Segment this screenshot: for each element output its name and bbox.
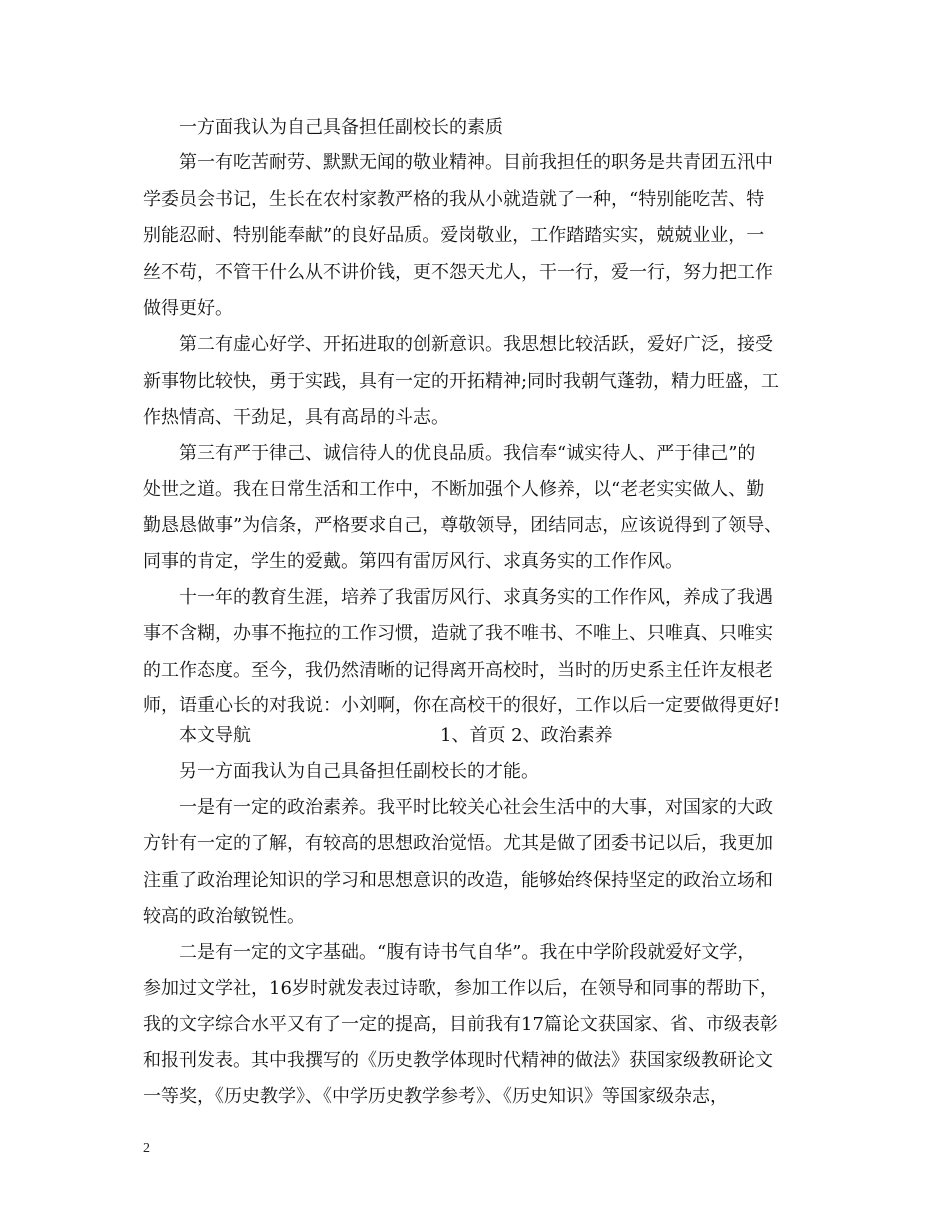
paragraph-line: 二是有一定的文字基础。“腹有诗书气自华”。我在中学阶段就爱好文学， [179, 942, 756, 963]
paragraph-line: 和报刊发表。其中我撰写的《历史教学体现时代精神的做法》获国家级教研论文 [143, 1050, 773, 1071]
paragraph-line: 勤恳恳做事”为信条，严格要求自己，尊敬领导，团结同志，应该说得到了领导、 [143, 515, 783, 536]
paragraph-line: 我的文字综合水平又有了一定的提高，目前我有17篇论文获国家、省、市级表彰 [143, 1014, 778, 1035]
paragraph-line: 第三有严于律己、诚信待人的优良品质。我信奉“诚实待人、严于律己”的 [179, 443, 756, 464]
paragraph-line: 的工作态度。至今，我仍然清晰的记得离开高校时，当时的历史系主任许友根老 [143, 660, 773, 681]
paragraph-line: 参加过文学社，16岁时就发表过诗歌，参加工作以后，在领导和同事的帮助下， [143, 978, 778, 999]
paragraph-line: 十一年的教育生涯，培养了我雷厉风行、求真务实的工作作风，养成了我遇 [179, 587, 773, 608]
paragraph-line: 第二有虚心好学、开拓进取的创新意识。我思想比较活跃，爱好广泛，接受 [179, 334, 773, 355]
paragraph-line: 同事的肯定，学生的爱戴。第四有雷厉风行、求真务实的工作作风。 [143, 551, 683, 572]
paragraph-line: 一是有一定的政治素养。我平时比较关心社会生活中的大事，对国家的大政 [179, 797, 773, 818]
paragraph-line: 事不含糊，办事不拖拉的工作习惯，造就了我不唯书、不唯上、只唯真、只唯实 [143, 623, 773, 644]
paragraph-line: 一等奖，《历史教学》、《中学历史教学参考》、《历史知识》等国家级杂志， [143, 1086, 728, 1107]
paragraph-line: 方针有一定的了解，有较高的思想政治觉悟。尤其是做了团委书记以后，我更加 [143, 833, 773, 854]
paragraph-line: 学委员会书记，生长在农村家教严格的我从小就造就了一种，“特别能吃苦、特 [143, 189, 765, 210]
page-number: 2 [143, 1141, 150, 1156]
article-nav-links[interactable]: 1、首页 2、政治素养 [440, 725, 613, 746]
paragraph-line: 处世之道。我在日常生活和工作中，不断加强个人修养，以“老老实实做人、勤 [143, 479, 765, 500]
paragraph-line: 别能忍耐、特别能奉献”的良好品质。爱岗敬业，工作踏踏实实，兢兢业业，一 [143, 225, 765, 246]
article-nav-label: 本文导航 [179, 725, 251, 746]
paragraph-line: 较高的政治敏锐性。 [143, 906, 305, 927]
paragraph-line: 丝不苟，不管干什么从不讲价钱，更不怨天尤人，干一行，爱一行，努力把工作 [143, 262, 773, 283]
paragraph-line: 第一有吃苦耐劳、默默无闻的敬业精神。目前我担任的职务是共青团五汛中 [179, 152, 773, 173]
paragraph-line: 一方面我认为自己具备担任副校长的素质 [179, 117, 503, 138]
paragraph-line: 做得更好。 [143, 298, 233, 319]
paragraph-line: 师，语重心长的对我说：小刘啊，你在高校干的很好，工作以后一定要做得更好! [143, 695, 781, 716]
paragraph-line: 新事物比较快，勇于实践，具有一定的开拓精神;同时我朝气蓬勃，精力旺盛，工 [143, 371, 780, 392]
paragraph-line: 作热情高、干劲足，具有高昂的斗志。 [143, 407, 449, 428]
paragraph-line: 另一方面我认为自己具备担任副校长的才能。 [179, 761, 539, 782]
paragraph-line: 注重了政治理论知识的学习和思想意识的改造，能够始终保持坚定的政治立场和 [143, 870, 773, 891]
